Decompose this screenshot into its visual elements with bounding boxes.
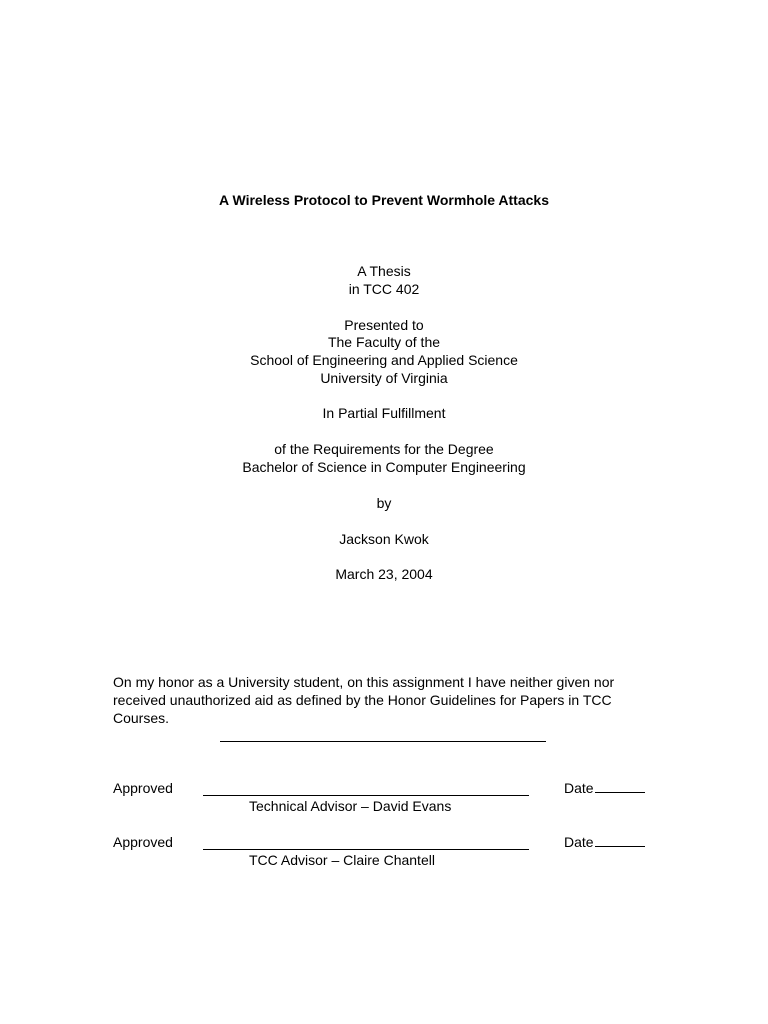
thesis-title: A Wireless Protocol to Prevent Wormhole Attacks	[219, 192, 549, 208]
technical-advisor-name: Technical Advisor – David Evans	[249, 798, 452, 814]
thesis-line-faculty: The Faculty of the	[327, 334, 441, 350]
thesis-line-school: School of Engineering and Applied Science	[250, 352, 518, 368]
approval-label-1: Approved	[113, 780, 173, 796]
approval-signature-line-1	[203, 795, 529, 796]
thesis-line-degree: Bachelor of Science in Computer Engineering	[242, 459, 526, 475]
approval-signature-line-2	[203, 849, 529, 850]
thesis-line-a-thesis: A Thesis	[357, 263, 411, 279]
approval-date-2	[564, 833, 645, 851]
author-name: Jackson Kwok	[339, 531, 429, 547]
approval-date-label-1: Date	[564, 780, 594, 796]
thesis-line-presented-to: Presented to	[344, 317, 424, 333]
thesis-line-requirements: of the Requirements for the Degree	[274, 441, 494, 457]
approval-date-label-2: Date	[564, 834, 594, 850]
honor-statement: On my honor as a University student, on this assignment I have neither given nor received unauthorized aid as defined by the Honor Guidelines for Papers in TCC Courses.	[113, 674, 615, 726]
honor-signature-line	[220, 741, 546, 742]
thesis-line-university: University of Virginia	[320, 370, 448, 386]
thesis-line-course: in TCC 402	[348, 281, 420, 297]
thesis-line-by: by	[376, 495, 392, 511]
approval-label-2: Approved	[113, 834, 173, 850]
thesis-line-partial-fulfillment: In Partial Fulfillment	[322, 405, 446, 421]
tcc-advisor-name: TCC Advisor – Claire Chantell	[249, 852, 435, 868]
approval-date-1	[564, 779, 645, 797]
approval-date-line-1	[595, 792, 645, 793]
approval-date-line-2	[595, 846, 645, 847]
thesis-date: March 23, 2004	[335, 566, 433, 582]
